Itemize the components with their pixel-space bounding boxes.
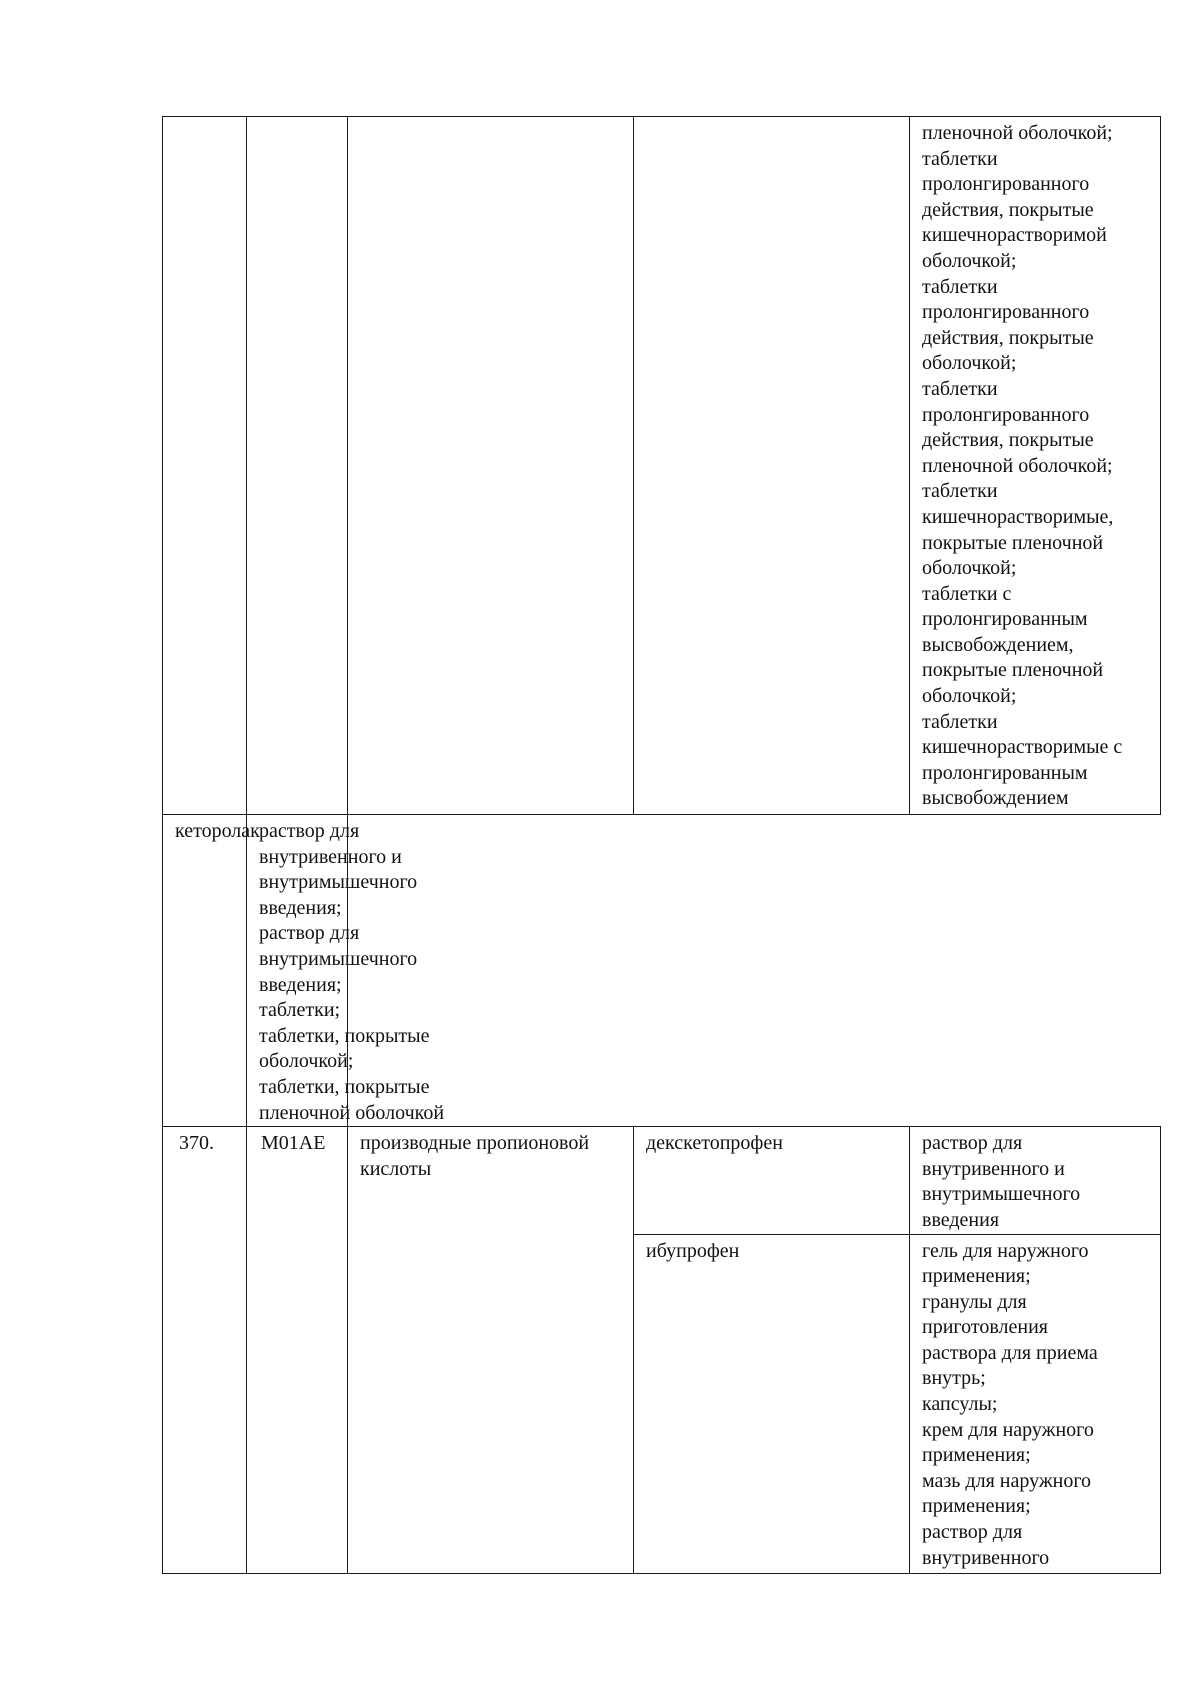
dosage-form-line: капсулы; <box>922 1393 998 1416</box>
dosage-form-line: покрытые пленочной <box>922 659 1104 682</box>
dosage-forms-cell <box>247 815 445 1127</box>
drug-name-cell <box>634 117 910 815</box>
group-name-cell <box>348 1127 634 1573</box>
dosage-form-line: раствор для <box>922 1521 1023 1544</box>
drug-name-cell: кеторолак <box>163 815 247 1127</box>
dosage-form-line: приготовления <box>922 1316 1048 1339</box>
dosage-form-line: оболочкой; <box>922 685 1017 708</box>
dosage-form-line: внутривенного и <box>922 1157 1065 1180</box>
dosage-form-line: пролонгированного <box>922 173 1090 196</box>
dosage-forms-cell <box>910 1234 1161 1573</box>
dosage-form-line: внутримышечного <box>259 871 418 894</box>
dosage-form-line: пленочной оболочкой <box>259 1101 445 1124</box>
dosage-form-line: таблетки <box>922 710 998 733</box>
group-name-cell <box>348 117 634 815</box>
dosage-form-line: оболочкой; <box>922 557 1017 580</box>
dosage-form-line: таблетки с <box>922 582 1012 605</box>
dosage-form-line: применения; <box>922 1444 1031 1467</box>
drug-list-table <box>162 116 1161 1574</box>
dosage-form-line: высвобождением, <box>922 633 1074 656</box>
drug-name-cell: ибупрофен <box>634 1234 910 1573</box>
dosage-form-line: внутримышечного <box>922 1183 1081 1206</box>
dosage-form-line: таблетки, покрытые <box>259 1024 430 1047</box>
dosage-form-line: раствор для <box>922 1132 1023 1155</box>
dosage-form-line: внутривенного <box>922 1546 1050 1569</box>
dosage-form-line: кишечнорастворимой <box>922 224 1107 247</box>
dosage-form-line: пролонгированного <box>922 403 1090 426</box>
dosage-form-line: оболочкой; <box>922 352 1017 375</box>
dosage-form-line: таблетки <box>922 377 998 400</box>
dosage-form-line: введения; <box>259 973 342 996</box>
dosage-form-line: раствор для <box>259 922 360 945</box>
group-name-text: производные пропионовой кислоты <box>360 1132 590 1180</box>
dosage-form-line: таблетки <box>922 480 998 503</box>
dosage-form-line: гранулы для <box>922 1290 1027 1313</box>
dosage-form-line: внутримышечного <box>259 947 418 970</box>
dosage-forms-cell <box>910 1127 1161 1234</box>
dosage-form-line: оболочкой; <box>259 1050 354 1073</box>
dosage-form-line: пролонгированным <box>922 608 1088 631</box>
dosage-form-line: кишечнорастворимые, <box>922 505 1114 528</box>
dosage-form-line: внутривенного и <box>259 845 402 868</box>
atc-code-cell: M01AE <box>247 1127 348 1573</box>
dosage-form-line: таблетки <box>922 147 998 170</box>
dosage-form-line: действия, покрытые <box>922 429 1094 452</box>
dosage-form-line: применения; <box>922 1495 1031 1518</box>
dosage-forms-cell <box>910 117 1161 815</box>
dosage-form-line: пролонгированным <box>922 761 1088 784</box>
dosage-form-line: раствора для приема <box>922 1341 1098 1364</box>
atc-code-cell <box>247 117 348 815</box>
dosage-form-line: высвобождением <box>922 787 1069 810</box>
table-row <box>163 815 1161 1127</box>
dosage-form-line: пленочной оболочкой; <box>922 454 1113 477</box>
dosage-form-line: действия, покрытые <box>922 198 1094 221</box>
dosage-form-line: применения; <box>922 1265 1031 1288</box>
row-number-cell <box>163 117 247 815</box>
dosage-form-line: пролонгированного <box>922 301 1090 324</box>
dosage-form-line: внутрь; <box>922 1367 986 1390</box>
drug-name-cell: декскетопрофен <box>634 1127 910 1234</box>
dosage-form-line: введения; <box>259 896 342 919</box>
dosage-form-line: таблетки <box>922 275 998 298</box>
row-number-cell: 370. <box>163 1127 247 1573</box>
dosage-form-line: пленочной оболочкой; <box>922 122 1113 144</box>
dosage-form-line: действия, покрытые <box>922 326 1094 349</box>
dosage-form-line: раствор для <box>259 820 360 842</box>
dosage-form-line: таблетки, покрытые <box>259 1075 430 1098</box>
table-row <box>163 1127 1161 1234</box>
dosage-form-line: покрытые пленочной <box>922 531 1104 554</box>
dosage-form-line: кишечнорастворимые с <box>922 736 1123 759</box>
dosage-form-line: введения <box>922 1208 1000 1231</box>
dosage-form-line: мазь для наружного <box>922 1469 1092 1492</box>
dosage-form-line: таблетки; <box>259 999 341 1022</box>
dosage-form-line: оболочкой; <box>922 249 1017 272</box>
dosage-form-line: гель для наружного <box>922 1239 1089 1262</box>
table-row <box>163 117 1161 815</box>
dosage-form-line: крем для наружного <box>922 1418 1094 1441</box>
